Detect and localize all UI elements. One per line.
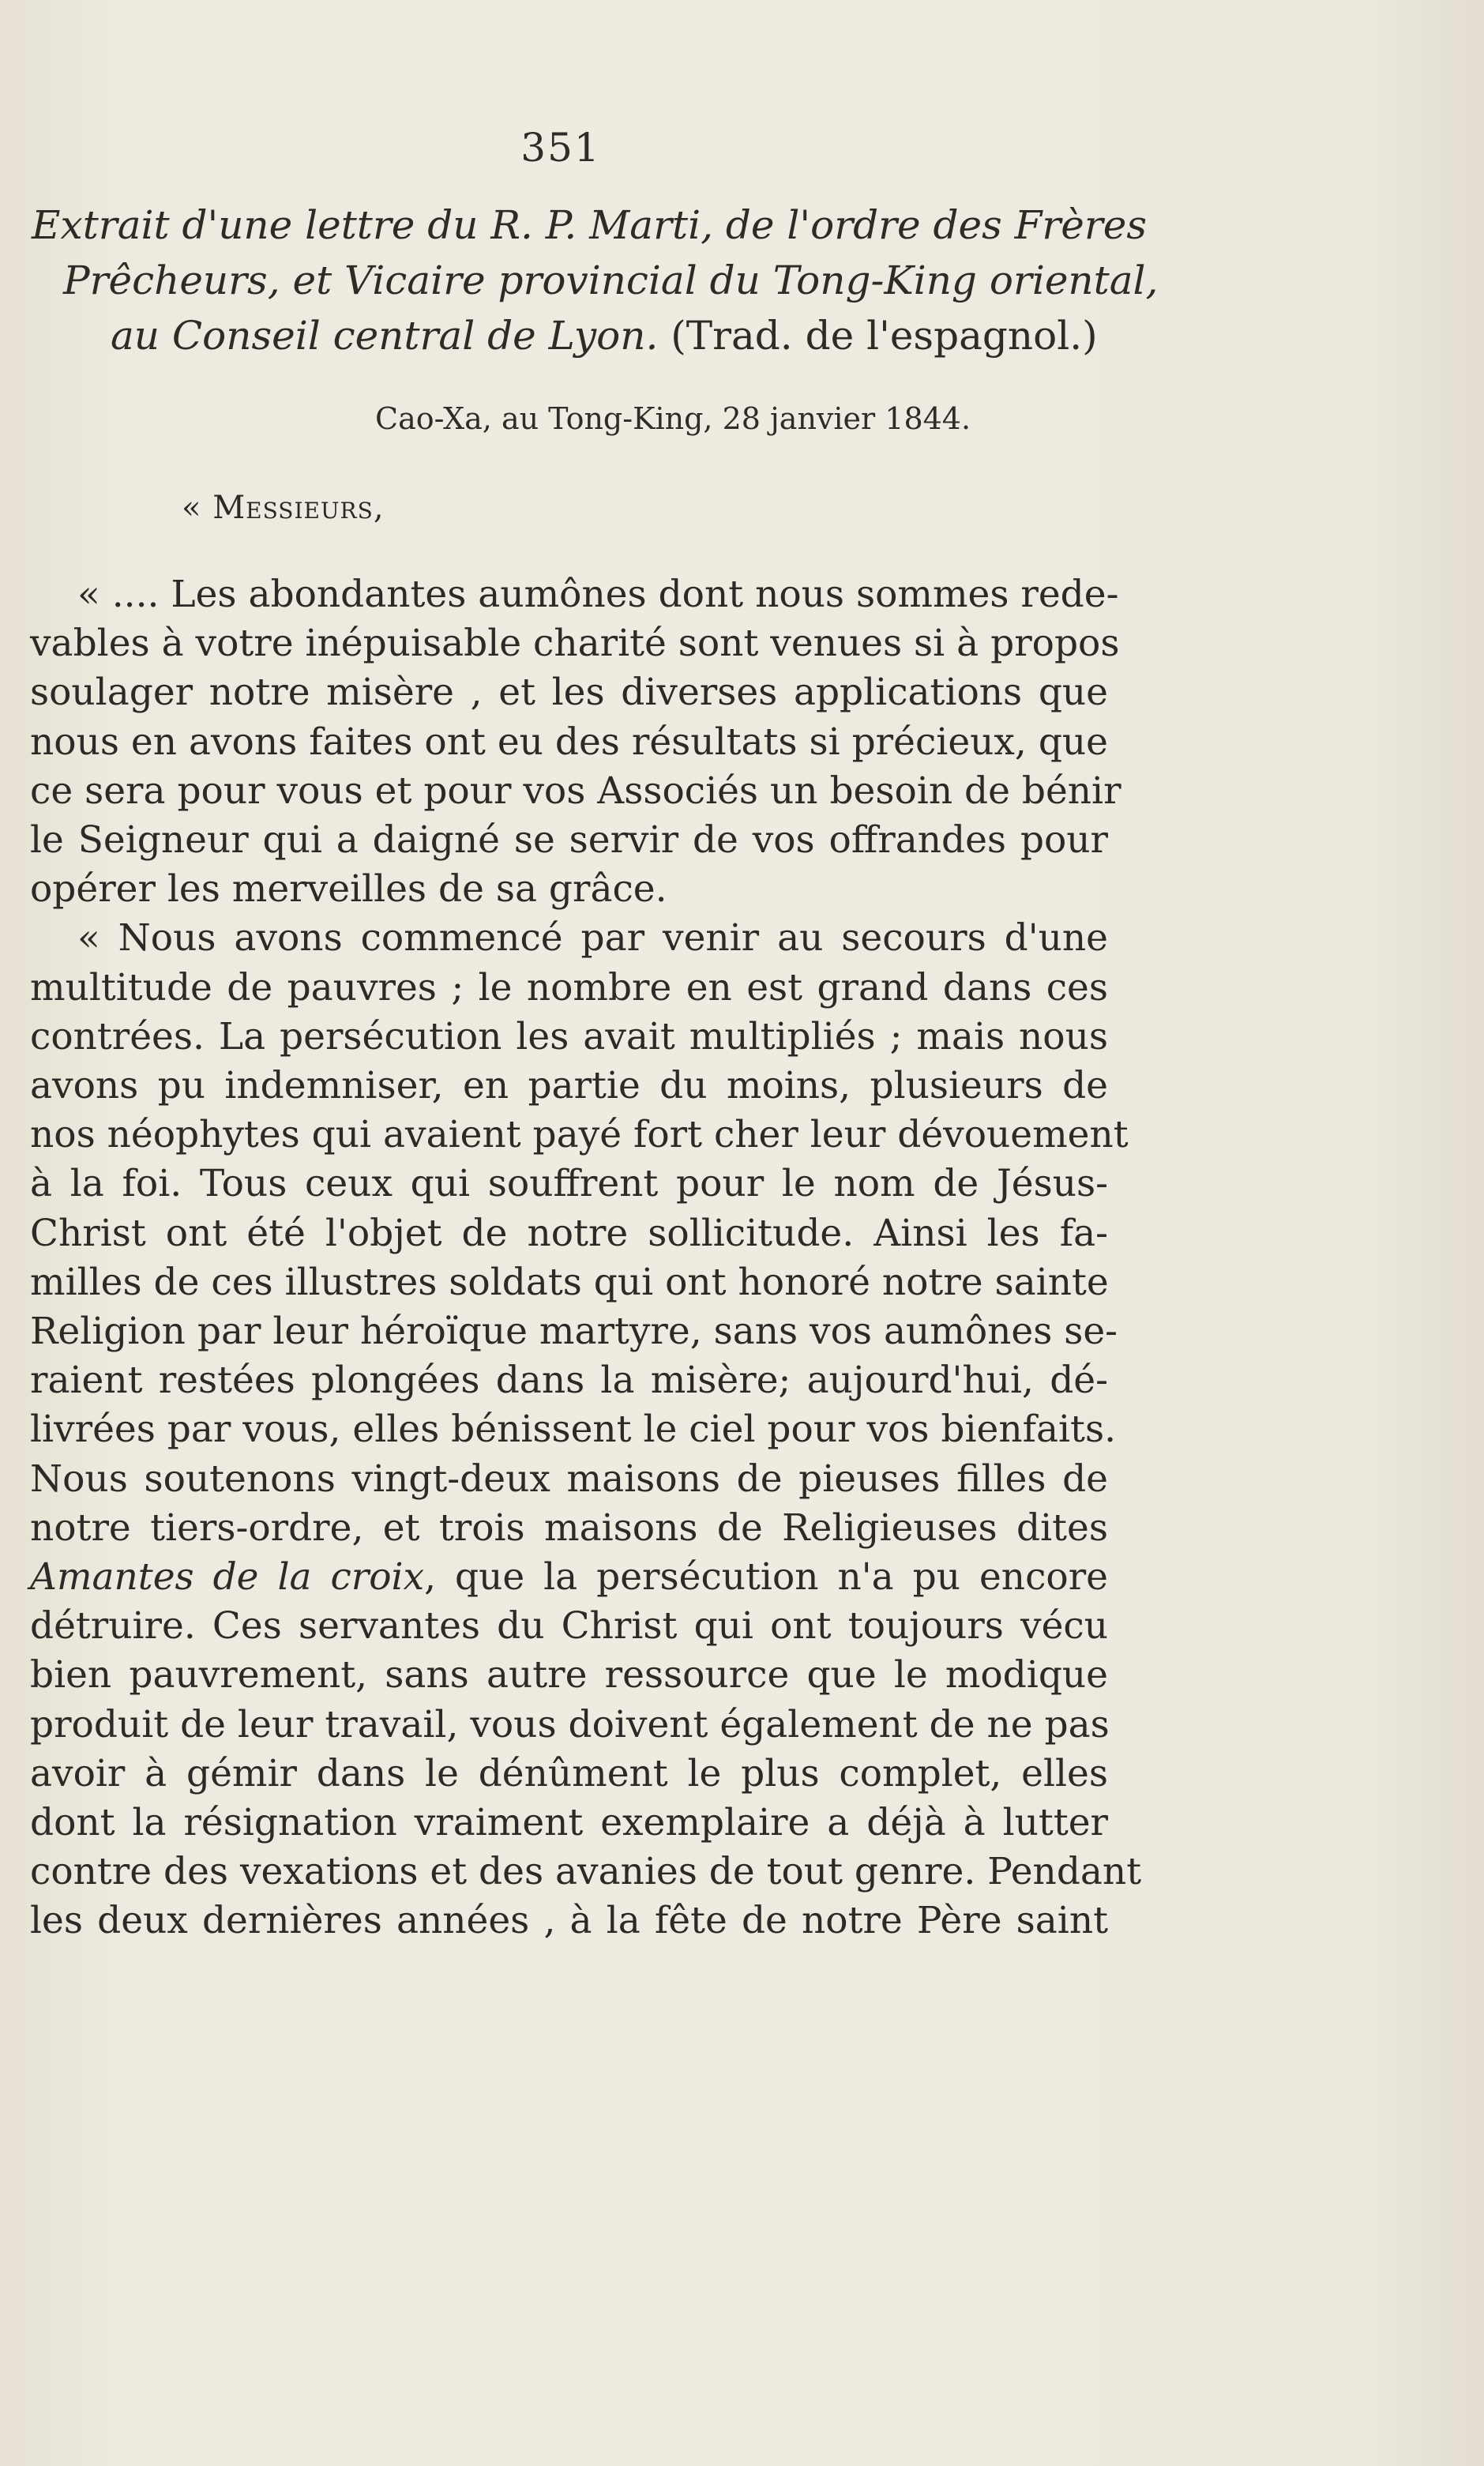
heading-line-2: Prêcheurs, et Vicaire provincial du Tong-King oriental,	[63, 258, 1159, 303]
letter-body	[30, 570, 1142, 1946]
heading-recipient: au Conseil central de Lyon.	[111, 313, 659, 359]
text-line: dont la résignation vraiment exemplaire a déjà à lutter	[30, 1801, 1108, 1845]
text-line: notre tiers-ordre, et trois maisons de Religieuses dites	[30, 1506, 1108, 1550]
text-line: le Seigneur qui a daigné se servir de vos offrandes pour	[30, 818, 1108, 863]
text-line: raient restées plongées dans la misère; aujourd'hui, dé-	[30, 1359, 1108, 1403]
text-line: ce sera pour vous et pour vos Associés un besoin de bénir	[30, 769, 1121, 813]
text-line: soulager notre misère , et les diverses applications que	[30, 671, 1108, 715]
text-line: multitude de pauvres ; le nombre en est grand dans ces	[30, 965, 1108, 1009]
text-line	[30, 1553, 1108, 1602]
text-line: livrées par vous, elles bénissent le ciel pour vos bienfaits.	[30, 1408, 1117, 1452]
page-number: 351	[520, 125, 601, 171]
heading-translation-note: (Trad. de l'espagnol.)	[658, 313, 1098, 359]
text-line: bien pauvrement, sans autre ressource que le modique	[30, 1653, 1108, 1697]
text-line: produit de leur travail, vous doivent également de ne pas	[30, 1702, 1110, 1746]
text-line: les deux dernières années , à la fête de notre Père saint	[30, 1899, 1108, 1943]
text-line: avoir à gémir dans le dénûment le plus complet, elles	[30, 1751, 1108, 1795]
text-line: opérer les merveilles de sa grâce.	[30, 867, 667, 912]
heading-line-3	[32, 308, 1137, 363]
text-line: nous en avons faites ont eu des résultats si précieux, que	[30, 720, 1108, 764]
heading-line-1: Extrait d'une lettre du R. P. Marti, de l'ordre des Frères	[32, 202, 1147, 248]
text-line: à la foi. Tous ceux qui souffrent pour le nom de Jésus-	[30, 1162, 1108, 1206]
text-line: vables à votre inépuisable charité sont venues si à propos	[30, 622, 1120, 666]
text-line: « .... Les abondantes aumônes dont nous sommes rede-	[77, 573, 1119, 616]
text-line: détruire. Ces servantes du Christ qui ont toujours vécu	[30, 1604, 1108, 1648]
text-line: milles de ces illustres soldats qui ont honoré notre sainte	[30, 1260, 1109, 1304]
salutation: « Messieurs,	[182, 490, 385, 526]
text-line: « Nous avons commencé par venir au secours d'une	[77, 916, 1108, 960]
article-heading	[32, 197, 1159, 363]
text-line: contrées. La persécution les avait multipliés ; mais nous	[30, 1014, 1108, 1058]
text-line: contre des vexations et des avanies de tout genre. Pendant	[30, 1850, 1142, 1894]
text-fragment: , que la persécution n'a pu encore	[424, 1555, 1108, 1600]
text-line: nos néophytes qui avaient payé fort cher leur dévouement	[30, 1113, 1129, 1157]
dateline: Cao-Xa, au Tong-King, 28 janvier 1844.	[375, 401, 971, 436]
text-line: Nous soutenons vingt-deux maisons de pieuses filles de	[30, 1457, 1108, 1501]
text-line: Religion par leur héroïque martyre, sans vos aumônes se-	[30, 1310, 1118, 1354]
text-line: avons pu indemniser, en partie du moins, plusieurs de	[30, 1064, 1108, 1108]
italic-phrase: Amantes de la croix	[30, 1555, 425, 1600]
text-line: Christ ont été l'objet de notre sollicitude. Ainsi les fa-	[30, 1211, 1108, 1255]
